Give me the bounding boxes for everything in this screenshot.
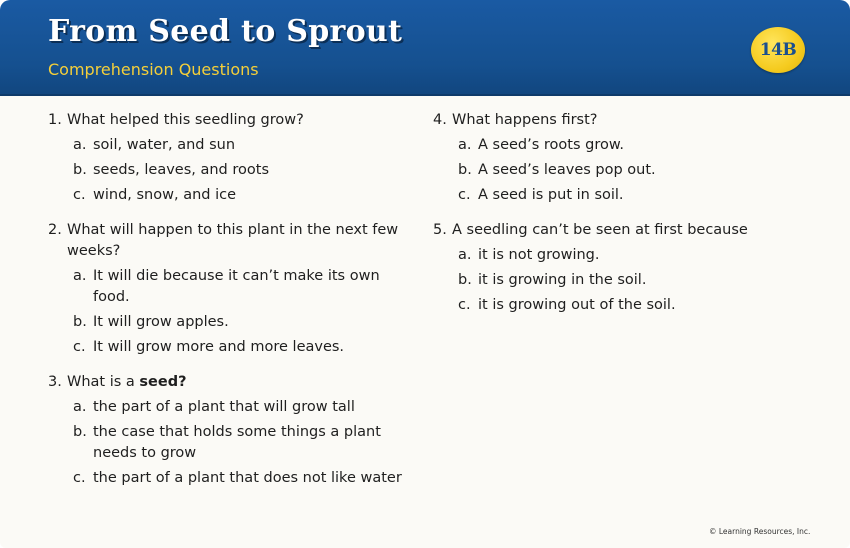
- question-number: 2.: [48, 222, 62, 238]
- answer-letter: c.: [458, 297, 471, 313]
- question-text: What will happen to this plant in the next few weeks?: [67, 222, 399, 259]
- question-2: [48, 220, 418, 358]
- question-text: A seedling can’t be seen at first because: [452, 222, 748, 238]
- answer-letter: a.: [73, 268, 87, 284]
- question-5: [433, 220, 763, 316]
- answer-letter: a.: [458, 137, 472, 153]
- card-number-badge: [751, 27, 805, 73]
- right-column: [433, 110, 763, 330]
- card-number-label: 14B: [759, 40, 797, 60]
- answer-option: [73, 337, 418, 358]
- answer-letter: b.: [458, 272, 472, 288]
- answer-text: soil, water, and sun: [93, 137, 236, 153]
- answer-text: the part of a plant that will grow tall: [93, 399, 355, 415]
- answer-option: [73, 422, 418, 464]
- copyright-notice: © Learning Resources, Inc.: [709, 527, 811, 536]
- question-4: [433, 110, 763, 206]
- answer-text: A seed is put in soil.: [478, 187, 624, 203]
- answer-list: [73, 266, 418, 358]
- answer-letter: a.: [458, 247, 472, 263]
- question-text: [67, 372, 418, 393]
- answer-list: [458, 245, 763, 316]
- answer-letter: b.: [73, 424, 87, 440]
- answer-option: [73, 185, 418, 206]
- answer-letter: c.: [73, 470, 86, 486]
- question-number: 4.: [433, 112, 447, 128]
- question-number: 5.: [433, 222, 447, 238]
- answer-option: [73, 135, 418, 156]
- answer-text: it is not growing.: [478, 247, 600, 263]
- answer-option: [458, 185, 763, 206]
- answer-option: [73, 468, 418, 489]
- question-1: [48, 110, 418, 206]
- answer-text: it is growing out of the soil.: [478, 297, 676, 313]
- answer-letter: c.: [458, 187, 471, 203]
- left-column: [48, 110, 418, 503]
- answer-option: [458, 245, 763, 266]
- question-text: What helped this seedling grow?: [67, 112, 304, 128]
- answer-text: A seed’s leaves pop out.: [478, 162, 656, 178]
- answer-option: [458, 160, 763, 181]
- answer-list: [73, 397, 418, 489]
- answer-letter: b.: [458, 162, 472, 178]
- answer-option: [73, 266, 418, 308]
- question-text: What happens first?: [452, 112, 598, 128]
- answer-list: [73, 135, 418, 206]
- answer-option: [73, 160, 418, 181]
- answer-option: [73, 397, 418, 418]
- answer-text: wind, snow, and ice: [93, 187, 237, 203]
- answer-letter: b.: [73, 314, 87, 330]
- answer-text: it is growing in the soil.: [478, 272, 647, 288]
- question-text-prefix: What is a: [67, 374, 140, 390]
- answer-text: seeds, leaves, and roots: [93, 162, 269, 178]
- question-3: [48, 372, 418, 489]
- question-number: 3.: [48, 374, 62, 390]
- answer-option: [458, 270, 763, 291]
- question-keyword: seed?: [139, 374, 187, 390]
- card-header: [0, 0, 850, 96]
- answer-text: It will grow apples.: [93, 314, 229, 330]
- answer-option: [458, 135, 763, 156]
- answer-letter: c.: [73, 339, 86, 355]
- answer-letter: a.: [73, 137, 87, 153]
- answer-text: the part of a plant that does not like water: [93, 470, 402, 486]
- answer-text: It will grow more and more leaves.: [93, 339, 345, 355]
- card-subtitle: Comprehension Questions: [48, 60, 259, 79]
- answer-text: A seed’s roots grow.: [478, 137, 624, 153]
- card-title: From Seed to Sprout: [48, 14, 403, 49]
- answer-letter: c.: [73, 187, 86, 203]
- answer-letter: b.: [73, 162, 87, 178]
- answer-option: [458, 295, 763, 316]
- question-number: 1.: [48, 112, 62, 128]
- answer-list: [458, 135, 763, 206]
- answer-text: It will die because it can’t make its own food.: [93, 268, 380, 305]
- answer-text: the case that holds some things a plant needs to grow: [93, 424, 381, 461]
- answer-option: [73, 312, 418, 333]
- answer-letter: a.: [73, 399, 87, 415]
